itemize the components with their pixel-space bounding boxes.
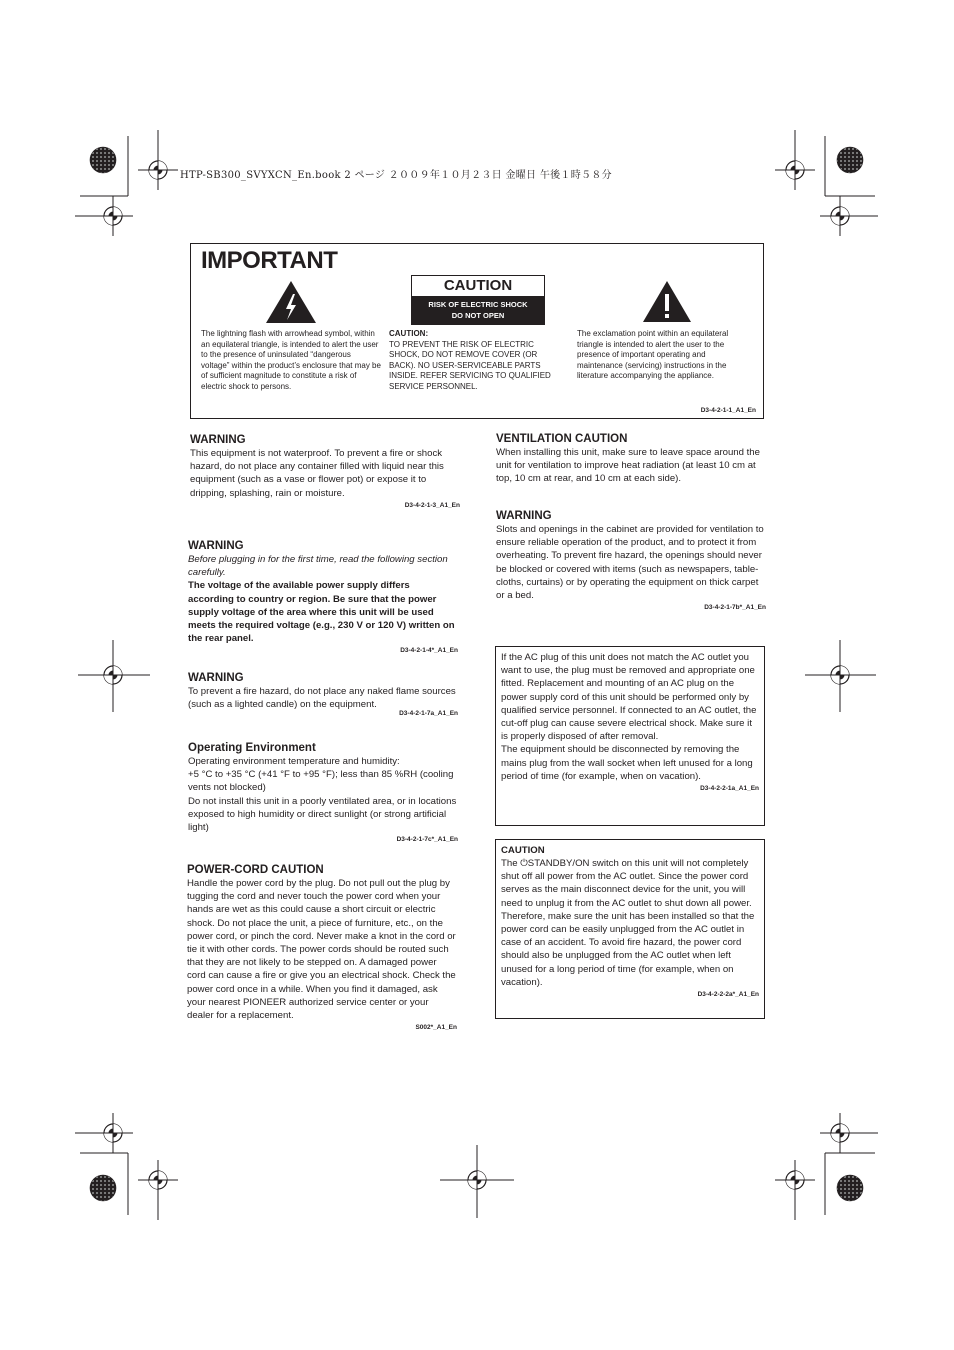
ac-plug-code: D3-4-2-2-1a_A1_En [700, 785, 759, 793]
caution-notice [389, 329, 561, 393]
power-cord-text: Handle the power cord by the plug. Do not pull out the plug by tugging the cord and never touch the power cord when your hands are wet as this could cause a short circuit or electric shock. Do not place the unit, a piece of furniture, etc., on the power cord, or pinch the cord. Never make a knot in the cord or tie it with other cords. The power cords should be routed such that they are not likely to be stepped on. A damaged power cord can cause a fire or give you an electrical shock. Check the power cord once in a while. When you find it damaged, ask your nearest PIONEER authorized service center or your dealer for a replacement. [187, 878, 456, 1022]
operating-text-1: Operating environment temperature and humidity: [188, 756, 400, 767]
operating-environment-section [188, 741, 458, 843]
warning-text: This equipment is not waterproof. To prevent a fire or shock hazard, do not place any container filled with liquid near this equipment (such as a vase or flower pot) or expose it to dripping, splashing, rain or moisture. [190, 448, 444, 499]
power-cord-heading: POWER-CORD CAUTION [187, 864, 324, 876]
standby-caution-text [501, 857, 759, 989]
warning-code: D3-4-2-1-4*_A1_En [400, 647, 458, 655]
warning-intro: Before plugging in for the first time, read the following section carefully. [188, 554, 448, 579]
standby-code: D3-4-2-2-2a*_A1_En [697, 991, 759, 999]
ventilation-heading: VENTILATION CAUTION [496, 433, 628, 445]
warning-heading: WARNING [188, 540, 244, 552]
power-standby-icon: ⏻ [520, 858, 528, 869]
caution-label [411, 275, 545, 325]
caution-label-line2: DO NOT OPEN [451, 311, 505, 320]
lightning-triangle-icon [265, 280, 317, 324]
caution-notice-text: TO PREVENT THE RISK OF ELECTRIC SHOCK, DO NOT REMOVE COVER (OR BACK). NO USER-SERVICEABLE PARTS INSIDE. REFER SERVICING TO QUALIFIED SERVICE PERSONNEL. [389, 339, 551, 391]
standby-caution-heading: CAUTION [501, 845, 545, 856]
warning-text: To prevent a fire hazard, do not place any naked flame sources (such as a lighted candle) on the equipment. [188, 686, 456, 711]
caution-notice-heading: CAUTION: [389, 329, 429, 338]
power-cord-caution-section [187, 863, 457, 1031]
standby-text-before: The [501, 858, 521, 869]
warning-openings-section [496, 509, 766, 611]
caution-label-subtitle [412, 297, 544, 324]
exclamation-triangle-icon [642, 280, 692, 323]
operating-heading: Operating Environment [188, 742, 316, 754]
ac-plug-text-1: If the AC plug of this unit does not match the AC outlet you want to use, the plug must be removed and appropriate one fitted. Replacement and mounting of an AC plug on the power supply cord of this unit should be performed only by qualified service personnel. If connected to an AC outlet, the cut-off plug can cause severe electrical shock. Make sure it is properly disposed of after removal. [501, 652, 757, 743]
ac-plug-text-2: The equipment should be disconnected by removing the mains plug from the wall socket when left unused for a long period of time (for example, when on vacation). [501, 744, 753, 782]
warning-code: D3-4-2-1-3_A1_En [404, 501, 460, 509]
operating-text-3: Do not install this unit in a poorly ventilated area, or in locations exposed to high humidity or direct sunlight (or strong artificial light) [188, 795, 457, 834]
important-code: D3-4-2-1-1_A1_En [700, 407, 756, 414]
caution-label-line1: RISK OF ELECTRIC SHOCK [428, 300, 528, 309]
warning-text: Slots and openings in the cabinet are provided for ventilation to ensure reliable operation of the product, and to protect it from overheating. To prevent fire hazard, the openings should never be blocked or covered with items (such as newspapers, table-cloths, curtains) or by operating the equipment on thick carpet or a bed. [496, 524, 764, 602]
caution-label-title: CAUTION [412, 276, 544, 297]
warning-heading: WARNING [190, 434, 246, 446]
operating-text-2: +5 °C to +35 °C (+41 °F to +95 °F); less than 85 %RH (cooling vents not blocked) [188, 769, 454, 794]
important-title: IMPORTANT [201, 247, 338, 274]
warning-code: D3-4-2-1-7a_A1_En [399, 710, 458, 718]
warning-waterproof-section [190, 433, 460, 509]
ventilation-caution-section [496, 432, 766, 486]
warning-heading: WARNING [496, 510, 552, 522]
warning-voltage-text: The voltage of the available power supply differs according to country or region. Be sure that the power supply voltage of the area where this unit will be used meets the required voltage (e.g., 230 V or 120 V) written on the rear panel. [188, 580, 455, 645]
warning-flame-section [188, 671, 458, 717]
important-panel [190, 243, 764, 419]
warning-voltage-section [188, 539, 458, 654]
standby-caution-box [495, 839, 765, 1019]
ac-plug-notice-box [495, 646, 765, 826]
lightning-symbol-description: The lightning flash with arrowhead symbol, within an equilateral triangle, is intended to alert the user to the presence of uninsulated “dangerous voltage” within the product’s enclosure that may be of sufficient magnitude to constitute a risk of electric shock to persons. [201, 329, 381, 391]
warning-heading: WARNING [188, 672, 244, 684]
warning-code: D3-4-2-1-7b*_A1_En [704, 604, 766, 612]
power-cord-code: S002*_A1_En [415, 1024, 457, 1032]
operating-code: D3-4-2-1-7c*_A1_En [396, 836, 458, 844]
ventilation-text: When installing this unit, make sure to leave space around the unit for ventilation to improve heat radiation (at least 10 cm at top, 10 cm at rear, and 10 cm at each side). [496, 447, 760, 485]
exclamation-symbol-description: The exclamation point within an equilateral triangle is intended to alert the user to the presence of important operating and maintenance (servicing) instructions in the literature accompanying the appliance. [577, 329, 729, 381]
standby-text-after: STANDBY/ON switch on this unit will not completely shut off all power from the AC outlet. Since the power cord serves as the main disconnect device for the unit, you will need to unplug it from the AC outlet to shut down all power. Therefore, make sure the unit has been installed so that the power cord can be easily unplugged from the AC outlet in case of an accident. To avoid fire hazard, the power cord should also be unplugged from the AC outlet when left unused for a long period of time (for example, when on vacation). [501, 858, 755, 988]
book-file-header: HTP-SB300_SVYXCN_En.book 2 ページ ２００９年１０月２３日 金曜日 午後１時５８分 [180, 170, 612, 181]
